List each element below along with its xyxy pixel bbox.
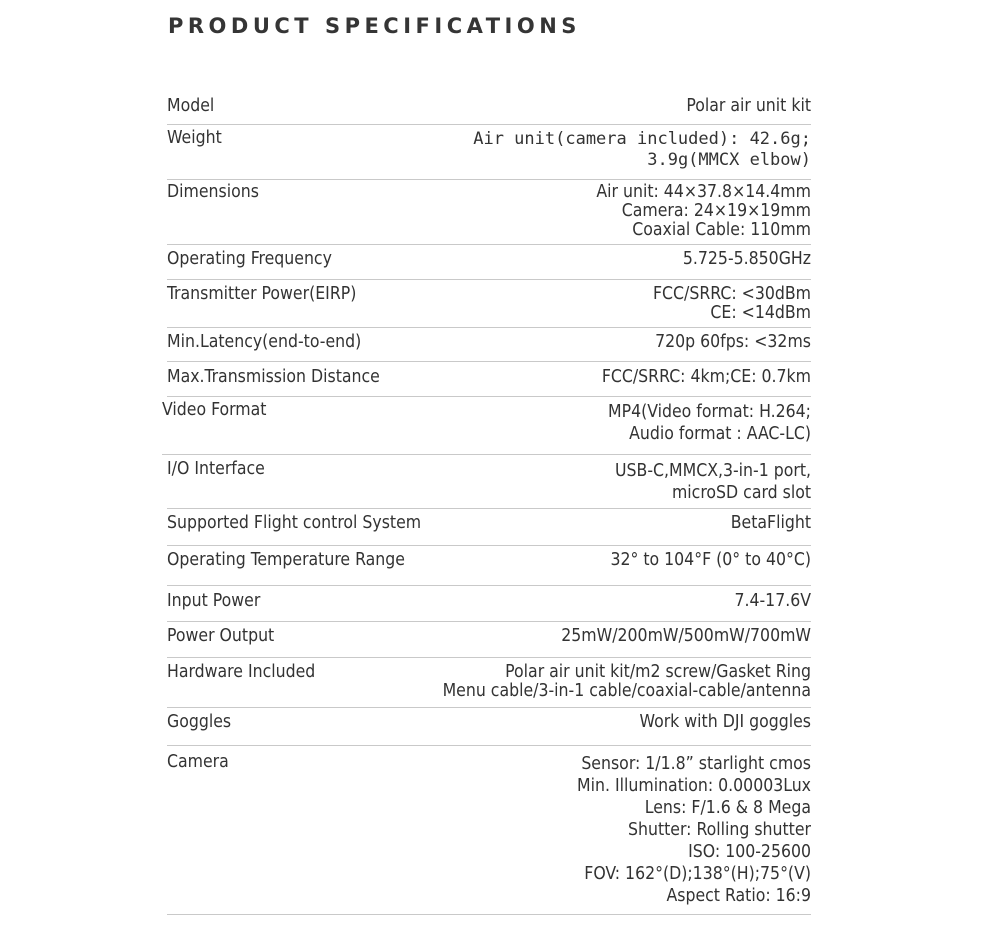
spec-row-power-output — [167, 622, 811, 658]
spec-value: Polar air unit kit/m2 screw/Gasket Ring Menu cable/3-in-1 cable/coaxial-cable/antenna — [442, 662, 811, 701]
spec-row-weight — [167, 125, 811, 180]
spec-row-video-format — [162, 397, 811, 455]
spec-value: 32° to 104°F (0° to 40°C) — [610, 550, 811, 570]
spec-row-input-power — [167, 586, 811, 622]
spec-label: Transmitter Power(EIRP) — [167, 284, 357, 304]
spec-label: Max.Transmission Distance — [167, 367, 380, 387]
spec-value: FCC/SRRC: <30dBm CE: <14dBm — [652, 284, 811, 323]
spec-label: Operating Frequency — [167, 249, 332, 269]
spec-value: Air unit(camera included): 42.6g; 3.9g(MMCX elbow) — [473, 129, 811, 170]
spec-label: Hardware Included — [167, 662, 316, 682]
spec-value: MP4(Video format: H.264; Audio format : AAC-LC) — [608, 402, 811, 444]
spec-label: Model — [167, 96, 215, 116]
spec-value: FCC/SRRC: 4km;CE: 0.7km — [601, 367, 811, 387]
spec-value: 25mW/200mW/500mW/700mW — [561, 626, 811, 646]
page-title: PRODUCT SPECIFICATIONS — [168, 14, 581, 38]
spec-row-model — [167, 92, 811, 125]
spec-row-max-distance — [167, 362, 811, 397]
spec-row-hardware-included — [167, 658, 811, 708]
spec-row-temperature — [167, 546, 811, 586]
spec-value: Air unit: 44×37.8×14.4mm Camera: 24×19×19mm Coaxial Cable: 110mm — [596, 182, 811, 240]
spec-label: Camera — [167, 752, 229, 772]
spec-label: Min.Latency(end-to-end) — [167, 332, 362, 352]
spec-row-dimensions — [167, 180, 811, 245]
spec-row-flight-control — [167, 509, 811, 546]
spec-label: Goggles — [167, 712, 232, 732]
spec-label: Weight — [167, 128, 222, 148]
spec-row-camera — [167, 746, 811, 915]
spec-label: Power Output — [167, 626, 275, 646]
spec-label: Input Power — [167, 591, 261, 611]
spec-value: Work with DJI goggles — [639, 712, 811, 732]
spec-label: I/O Interface — [167, 459, 265, 479]
spec-table — [162, 92, 811, 915]
spec-value: 7.4-17.6V — [734, 591, 811, 611]
spec-row-transmitter-power — [167, 280, 811, 328]
spec-value: BetaFlight — [730, 513, 811, 533]
spec-row-goggles — [167, 708, 811, 746]
spec-value: 720p 60fps: <32ms — [655, 332, 811, 352]
spec-value: Polar air unit kit — [686, 96, 811, 116]
spec-label: Supported Flight control System — [167, 513, 422, 533]
spec-label: Operating Temperature Range — [167, 550, 405, 570]
spec-label: Video Format — [162, 400, 267, 420]
spec-label: Dimensions — [167, 182, 259, 202]
spec-value: 5.725-5.850GHz — [682, 249, 811, 269]
spec-value: Sensor: 1/1.8” starlight cmos Min. Illumination: 0.00003Lux Lens: F/1.6 & 8 Mega Shutter: Rolling shutter ISO: 100-25600 FOV: 162°(D);138°(H);75°(V) Aspect Ratio: 16:9 — [577, 754, 811, 906]
spec-row-io-interface — [167, 455, 811, 509]
spec-value: USB-C,MMCX,3-in-1 port, microSD card slot — [615, 461, 811, 503]
spec-row-min-latency — [167, 328, 811, 362]
spec-row-operating-frequency — [167, 245, 811, 280]
